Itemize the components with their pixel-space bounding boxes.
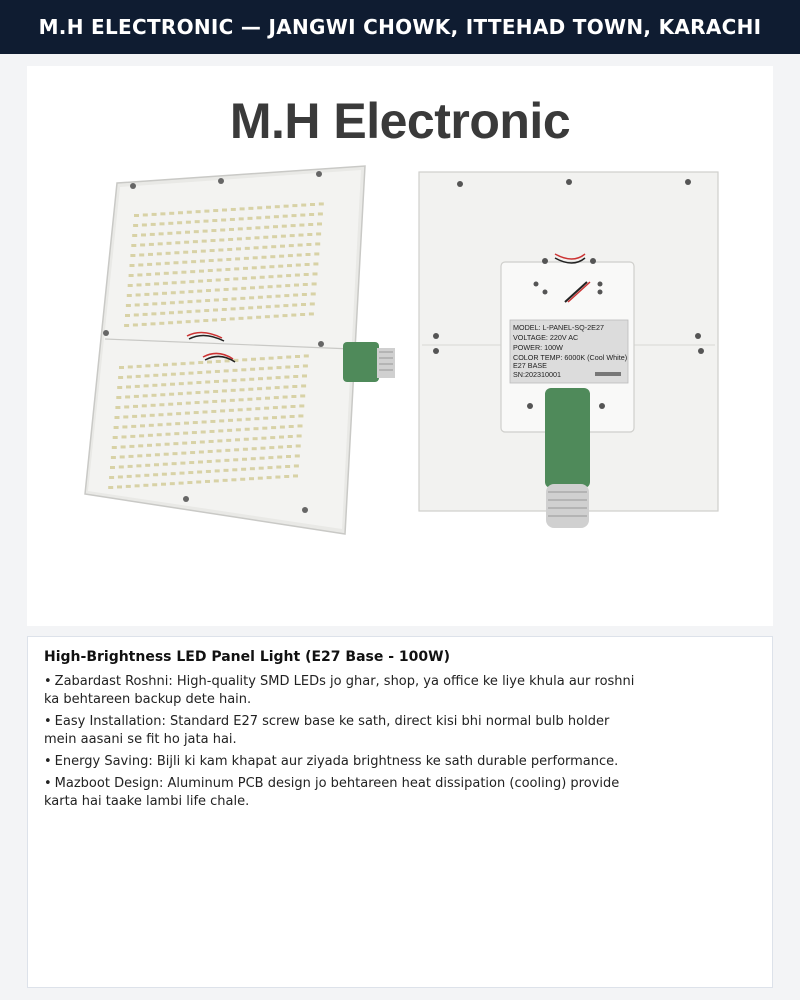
label-line-6: SN:202310001: [513, 370, 561, 379]
feature-text: Mazboot Design: Aluminum PCB design jo behtareen heat dissipation (cooling) provide karta hai taake lambi life chale.: [44, 776, 620, 809]
label-line-3: POWER: 100W: [513, 343, 563, 352]
feature-item: [44, 753, 644, 771]
feature-text: Easy Installation: Standard E27 screw base ke sath, direct kisi bhi normal bulb holder mein aasani se fit ho jata hai.: [44, 714, 610, 747]
feature-text: Zabardast Roshni: High-quality SMD LEDs jo ghar, shop, ya office ke liye khula aur roshni ka behtareen backup dete hain.: [44, 674, 635, 707]
product-title: High-Brightness LED Panel Light (E27 Base - 100W): [44, 649, 450, 665]
label-line-4: COLOR TEMP: 6000K (Cool White): [513, 353, 628, 362]
bullet-icon: •: [44, 754, 52, 769]
label-line-1: MODEL: L-PANEL-SQ-2E27: [513, 323, 604, 332]
feature-item: [44, 775, 644, 811]
feature-list: [44, 673, 644, 815]
feature-item: [44, 673, 644, 709]
page-header: [0, 0, 800, 54]
bullet-icon: •: [44, 776, 52, 791]
brand-title: M.H Electronic: [229, 93, 571, 149]
label-line-5: E27 BASE: [513, 361, 547, 370]
panel-front: [85, 166, 395, 534]
bullet-icon: •: [44, 674, 52, 689]
label-line-2: VOLTAGE: 220V AC: [513, 333, 579, 342]
product-image: [27, 66, 773, 626]
feature-text: Energy Saving: Bijli ki kam khapat aur ziyada brightness ke sath durable performance.: [54, 754, 619, 769]
header-title: M.H ELECTRONIC — JANGWI CHOWK, ITTEHAD TOWN, KARACHI: [38, 15, 762, 39]
bullet-icon: •: [44, 714, 52, 729]
feature-item: [44, 713, 644, 749]
description-card: [27, 636, 773, 988]
panel-back: [419, 172, 718, 528]
product-illustration: [27, 66, 773, 626]
